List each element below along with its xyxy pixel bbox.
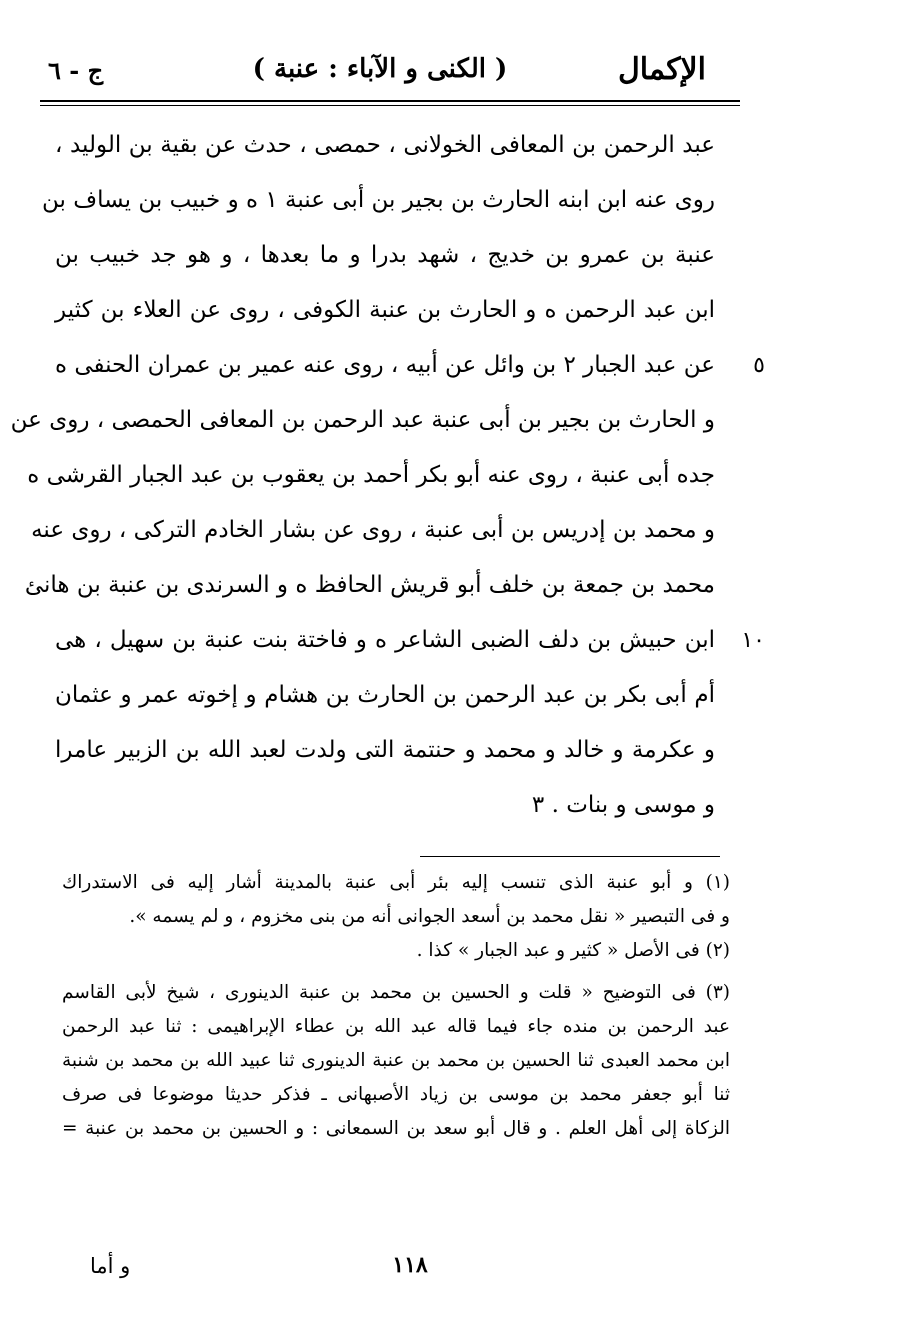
text-line (55, 668, 715, 723)
text-line (27, 448, 715, 503)
text-line-content: روى عنه ابن ابنه الحارث بن بجير بن أبى عنبة ١ ه و خبيب بن يساف بن (42, 187, 715, 213)
running-head-section: ( الكنى و الآباء : عنبة ) (252, 54, 508, 84)
catchword: و أما (90, 1254, 131, 1278)
text-line-content: ابن عبد الرحمن ه و الحارث بن عنبة الكوفى ، روى عن العلاء بن كثير (55, 297, 715, 323)
text-line (55, 723, 715, 778)
text-line-content: عبد الرحمن بن المعافى الخولانى ، حمصى ، حدث عن بقية بن الوليد ، (55, 132, 715, 158)
header-rule-thin (40, 105, 740, 106)
footnote-separator (420, 856, 720, 857)
text-line (55, 118, 715, 173)
text-line (31, 503, 715, 558)
text-line (55, 613, 765, 668)
running-head-volume: ج - ٦ (48, 56, 104, 85)
footnote-line: ثنا أبو جعفر محمد بن موسى بن زياد الأصبهانى ـ فذكر حديثا موضوعا فى صرف (62, 1084, 730, 1105)
text-line-content: و محمد بن إدريس بن أبى عنبة ، روى عن بشار الخادم التركى ، روى عنه (31, 517, 715, 543)
footnotes (62, 866, 730, 1146)
text-line-content: جده أبى عنبة ، روى عنه أبو بكر أحمد بن يعقوب بن عبد الجبار القرشى ه (27, 462, 715, 488)
footnote-line: ابن محمد العبدى ثنا الحسين بن محمد بن عنبة الدينورى ثنا عبيد الله بن محمد بن شنبة (62, 1050, 730, 1071)
page-number: ١١٨ (392, 1252, 428, 1278)
text-line (24, 558, 715, 613)
text-line-content: ابن حبيش بن دلف الضبى الشاعر ه و فاختة بنت عنبة بن سهيل ، هى (55, 627, 715, 653)
text-line-content: أم أبى بكر بن عبد الرحمن بن الحارث بن هشام و إخوته عمر و عثمان (55, 682, 715, 708)
text-line-content: و موسى و بنات . ٣ (531, 792, 715, 818)
footnote-line: الزكاة إلى أهل العلم . و قال أبو سعد بن السمعانى : و الحسين بن محمد بن عنبة = (62, 1118, 730, 1139)
text-line-content: محمد بن جمعة بن خلف أبو قريش الحافظ ه و السرندى بن عنبة بن هانئ (24, 572, 715, 598)
footnote-line: (٢) فى الأصل « كثير و عبد الجبار » كذا . (416, 940, 730, 961)
text-line-content: عنبة بن عمرو بن خديج ، شهد بدرا و ما بعدها ، و هو جد خبيب بن (55, 242, 715, 268)
footnote-line: عبد الرحمن بن منده جاء فيما قاله عبد الله بن عطاء الإبراهيمى : ثنا عبد الرحمن (62, 1016, 730, 1037)
text-line (55, 228, 715, 283)
text-line (55, 283, 715, 338)
footnote-line: (٣) فى التوضيح « قلت و الحسين بن محمد بن عنبة الدينورى ، شيخ لأبى القاسم (62, 982, 730, 1003)
text-line-content: و الحارث بن بجير بن أبى عنبة عبد الرحمن بن المعافى الحمصى ، روى عن (10, 407, 715, 433)
line-number: ١٠ (741, 628, 765, 653)
running-head-title: الإكمال (617, 52, 706, 87)
text-line-content: و عكرمة و خالد و محمد و حنتمة التى ولدت لعبد الله بن الزبير عامرا (55, 737, 715, 763)
footnote-line: (١) و أبو عنبة الذى تنسب إليه بئر أبى عنبة بالمدينة أشار إليه فى الاستدراك (62, 872, 730, 893)
text-line (55, 778, 715, 833)
text-line (10, 393, 715, 448)
line-number: ٥ (753, 353, 765, 378)
main-text (10, 118, 765, 833)
footnote-line: و فى التبصير « نقل محمد بن أسعد الجوانى أنه من بنى مخزوم ، و لم يسمه ». (129, 906, 730, 927)
text-line-content: عن عبد الجبار ٢ بن وائل عن أبيه ، روى عنه عمير بن عمران الحنفى ه (54, 352, 715, 378)
header-rule (40, 100, 740, 102)
text-line (42, 173, 715, 228)
text-line (54, 338, 765, 393)
